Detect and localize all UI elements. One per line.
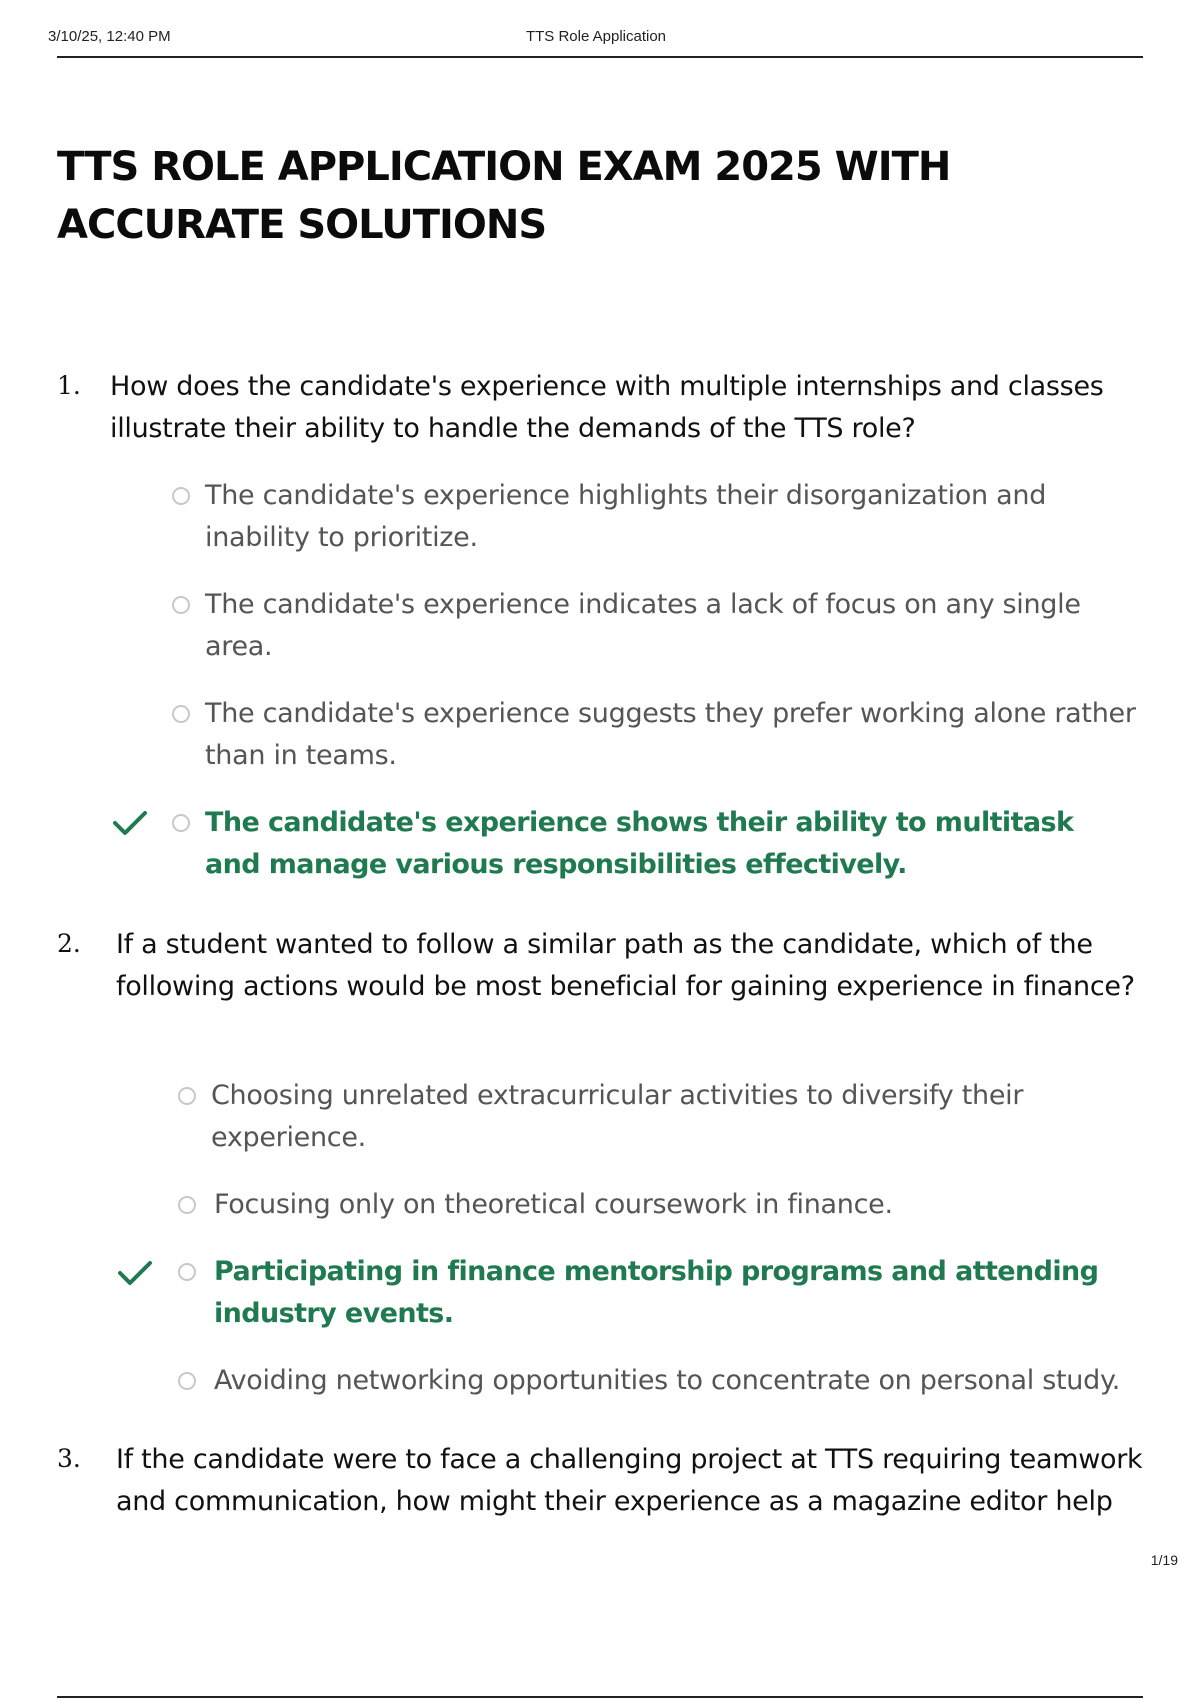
answer-option[interactable]: Avoiding networking opportunities to concentrate on personal study. bbox=[214, 1365, 1121, 1396]
answer-option[interactable]: The candidate's experience highlights their disorganization and inability to prioritize. bbox=[205, 480, 1047, 553]
question-number: 2. bbox=[57, 929, 81, 958]
exam-title: TTS ROLE APPLICATION EXAM 2025 WITH ACCURATE SOLUTIONS bbox=[57, 144, 951, 248]
question-number: 1. bbox=[57, 371, 81, 400]
question-text: How does the candidate's experience with multiple internships and classes illustrate their ability to handle the demands of the TTS role? bbox=[110, 371, 1104, 444]
question-number: 3. bbox=[57, 1444, 81, 1473]
question-text: If the candidate were to face a challenging project at TTS requiring teamwork and communication, how might their experience as a magazine editor help bbox=[116, 1444, 1143, 1517]
radio-circle-icon[interactable] bbox=[178, 1372, 196, 1390]
radio-circle-icon[interactable] bbox=[178, 1196, 196, 1214]
radio-circle-icon[interactable] bbox=[178, 1263, 196, 1281]
checkmark-icon bbox=[117, 1258, 153, 1288]
radio-circle-icon[interactable] bbox=[172, 814, 190, 832]
answer-option[interactable]: Focusing only on theoretical coursework in finance. bbox=[214, 1189, 893, 1220]
answer-option-correct[interactable]: The candidate's experience shows their ability to multitask and manage various responsibilities effectively. bbox=[205, 807, 1074, 880]
radio-circle-icon[interactable] bbox=[172, 705, 190, 723]
answer-option[interactable]: The candidate's experience indicates a lack of focus on any single area. bbox=[205, 589, 1081, 662]
radio-circle-icon[interactable] bbox=[172, 596, 190, 614]
checkmark-icon bbox=[112, 808, 148, 838]
radio-circle-icon[interactable] bbox=[178, 1087, 196, 1105]
print-doc-title: TTS Role Application bbox=[525, 28, 667, 45]
answer-option-correct[interactable]: Participating in finance mentorship programs and attending industry events. bbox=[214, 1256, 1099, 1329]
print-datetime: 3/10/25, 12:40 PM bbox=[48, 28, 171, 45]
radio-circle-icon[interactable] bbox=[172, 487, 190, 505]
question-text: If a student wanted to follow a similar path as the candidate, which of the following actions would be most beneficial for gaining experience in finance? bbox=[116, 929, 1135, 1002]
answer-option[interactable]: The candidate's experience suggests they prefer working alone rather than in teams. bbox=[205, 698, 1136, 771]
answer-option[interactable]: Choosing unrelated extracurricular activities to diversify their experience. bbox=[211, 1080, 1024, 1153]
page-number: 1/19 bbox=[1150, 1552, 1178, 1568]
footer-divider bbox=[57, 1696, 1143, 1698]
